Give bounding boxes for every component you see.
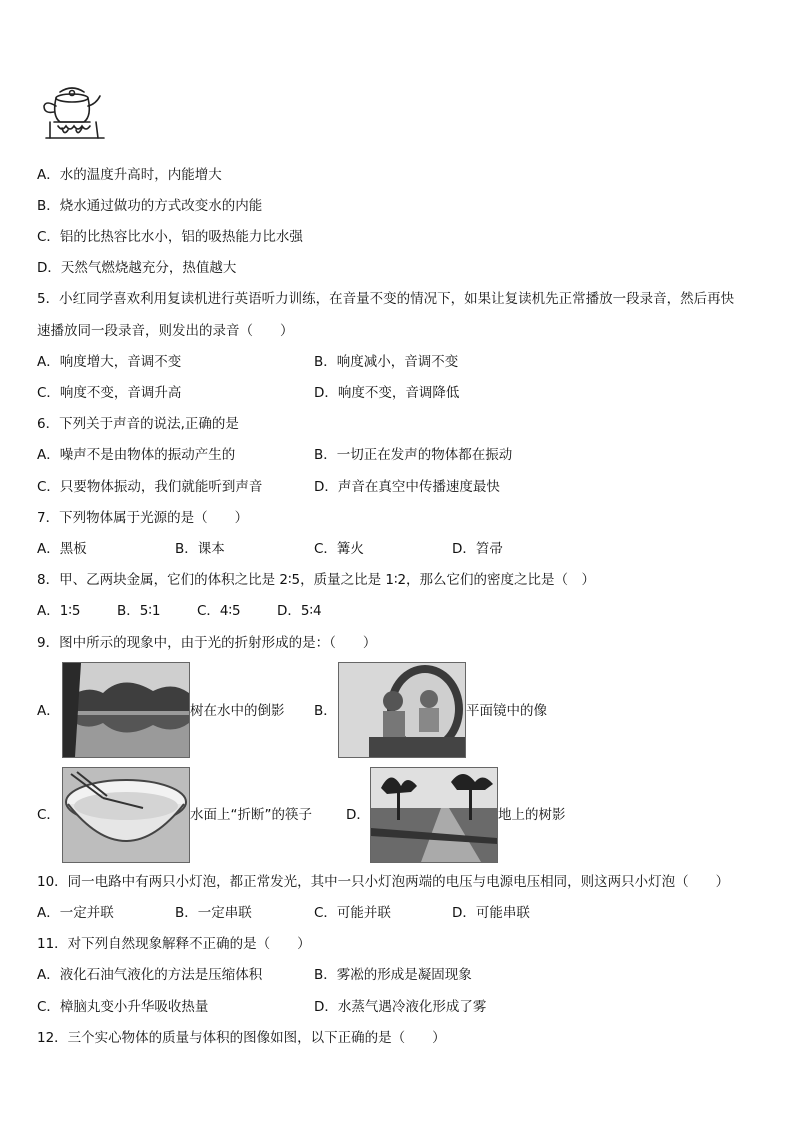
q6-stem: 6．下列关于声音的说法,正确的是 [37, 416, 239, 432]
kettle-on-stove-illustration [38, 86, 118, 142]
q10-option-a: A．一定并联 [37, 905, 114, 921]
q5-option-c: C．响度不变，音调升高 [37, 385, 182, 401]
q5-stem-line1: 5．小红同学喜欢利用复读机进行英语听力训练，在音量不变的情况下，如果让复读机先正常播放一段录音，然后再快 [37, 291, 735, 307]
q10-stem: 10．同一电路中有两只小灯泡，都正常发光，其中一只小灯泡两端的电压与电源电压相同，则这两只小灯泡（ ） [37, 874, 730, 890]
q9-option-c-caption: 水面上“折断”的筷子 [190, 807, 312, 823]
q9-option-a-caption: 树在水中的倒影 [190, 703, 285, 719]
q6-option-d: D．声音在真空中传播速度最快 [314, 479, 500, 495]
q5-stem-line2: 速播放同一段录音，则发出的录音（ ） [37, 323, 294, 339]
q4-option-a: A．水的温度升高时，内能增大 [37, 167, 222, 183]
tree-shadow-photo [370, 767, 498, 863]
q8-option-b: B．5∶1 [117, 603, 161, 619]
q6-option-a: A．噪声不是由物体的振动产生的 [37, 447, 236, 463]
q10-option-d: D．可能串联 [452, 905, 530, 921]
q9-stem: 9．图中所示的现象中，由于光的折射形成的是：（ ） [37, 635, 377, 651]
q8-stem: 8．甲、乙两块金属，它们的体积之比是 2∶5，质量之比是 1∶2，那么它们的密度之比是（ ） [37, 572, 596, 588]
q10-option-b: B．一定串联 [175, 905, 252, 921]
q11-option-a: A．液化石油气液化的方法是压缩体积 [37, 967, 263, 983]
q4-option-c: C．铝的比热容比水小，铝的吸热能力比水强 [37, 229, 303, 245]
q8-option-c: C．4∶5 [197, 603, 241, 619]
q8-option-d: D．5∶4 [277, 603, 322, 619]
q7-option-d: D．笤帚 [452, 541, 503, 557]
broken-chopsticks-photo [62, 767, 190, 863]
q7-option-b: B．课本 [175, 541, 225, 557]
q10-option-c: C．可能并联 [314, 905, 391, 921]
q6-option-c: C．只要物体振动，我们就能听到声音 [37, 479, 263, 495]
q9-option-b-letter: B． [314, 703, 337, 719]
q5-option-a: A．响度增大，音调不变 [37, 354, 182, 370]
q5-option-b: B．响度减小，音调不变 [314, 354, 459, 370]
q8-option-a: A．1∶5 [37, 603, 81, 619]
q4-option-d: D．天然气燃烧越充分，热值越大 [37, 260, 237, 276]
q7-stem: 7．下列物体属于光源的是（ ） [37, 510, 249, 526]
q11-option-c: C．樟脑丸变小升华吸收热量 [37, 999, 209, 1015]
q9-option-a-letter: A． [37, 703, 60, 719]
q11-option-b: B．雾凇的形成是凝固现象 [314, 967, 472, 983]
tree-reflection-photo [62, 662, 190, 758]
q12-stem: 12．三个实心物体的质量与体积的图像如图，以下正确的是（ ） [37, 1030, 446, 1046]
q11-stem: 11．对下列自然现象解释不正确的是（ ） [37, 936, 311, 952]
q7-option-c: C．篝火 [314, 541, 364, 557]
q9-option-c-letter: C． [37, 807, 60, 823]
q9-option-d-letter: D． [346, 807, 370, 823]
q4-option-b: B．烧水通过做功的方式改变水的内能 [37, 198, 263, 214]
q7-option-a: A．黑板 [37, 541, 87, 557]
q9-option-d-caption: 地上的树影 [498, 807, 566, 823]
q5-option-d: D．响度不变，音调降低 [314, 385, 460, 401]
q9-option-b-caption: 平面镜中的像 [466, 703, 547, 719]
mirror-image-photo [338, 662, 466, 758]
q6-option-b: B．一切正在发声的物体都在振动 [314, 447, 513, 463]
q11-option-d: D．水蒸气遇冷液化形成了雾 [314, 999, 487, 1015]
